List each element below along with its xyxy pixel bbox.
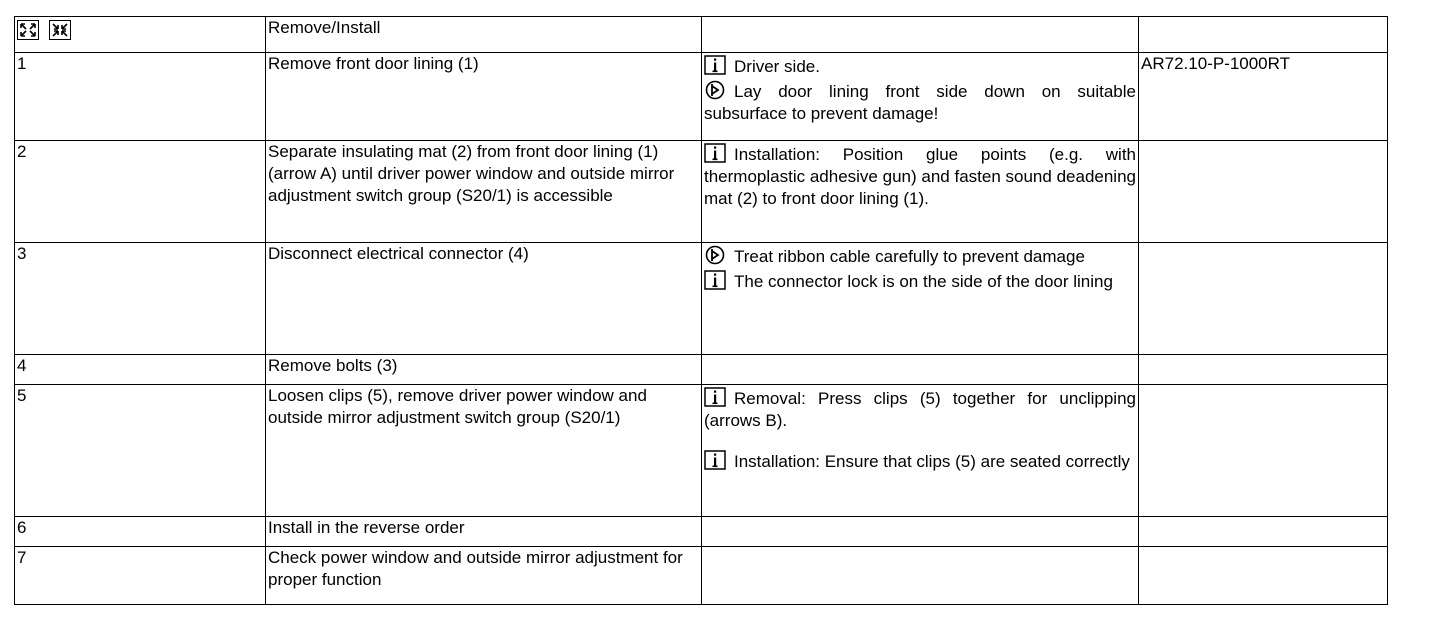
table-row (15, 141, 1388, 243)
step-action: Disconnect electrical connector (4) (266, 243, 702, 355)
note: Driver side. (704, 55, 1136, 78)
step-number: 2 (15, 141, 266, 243)
caution-icon (704, 80, 726, 100)
step-number: 1 (15, 53, 266, 141)
step-reference (1139, 517, 1388, 547)
step-number: 5 (15, 385, 266, 517)
step-action: Check power window and outside mirror adjustment for proper function (266, 547, 702, 605)
table-row (15, 517, 1388, 547)
step-reference (1139, 355, 1388, 385)
expand-arrows-icon[interactable] (17, 20, 39, 40)
step-action: Remove front door lining (1) (266, 53, 702, 141)
step-reference (1139, 547, 1388, 605)
procedure-table (14, 16, 1388, 605)
table-row (15, 547, 1388, 605)
header-title: Remove/Install (266, 17, 702, 53)
header-ref-cell (1139, 17, 1388, 53)
step-notes (702, 141, 1139, 243)
step-reference[interactable]: AR72.10-P-1000RT (1139, 53, 1388, 141)
note: The connector lock is on the side of the door lining (704, 270, 1136, 293)
step-number: 3 (15, 243, 266, 355)
caution-icon (704, 245, 726, 265)
step-notes (702, 355, 1139, 385)
step-reference (1139, 385, 1388, 517)
step-reference (1139, 141, 1388, 243)
header-icons-cell (15, 17, 266, 53)
step-notes (702, 53, 1139, 141)
step-notes (702, 517, 1139, 547)
step-action: Install in the reverse order (266, 517, 702, 547)
step-action: Remove bolts (3) (266, 355, 702, 385)
note: Treat ribbon cable carefully to prevent damage (704, 245, 1136, 268)
table-row (15, 355, 1388, 385)
note: Removal: Press clips (5) together for unclipping (arrows B). (704, 389, 1136, 430)
step-notes (702, 243, 1139, 355)
step-number: 4 (15, 355, 266, 385)
note: Installation: Position glue points (e.g. with thermoplastic adhesive gun) and fasten sound deadening mat (2) to front door lining (1). (704, 145, 1136, 208)
step-reference (1139, 243, 1388, 355)
step-number: 7 (15, 547, 266, 605)
note: Installation: Ensure that clips (5) are seated correctly (704, 450, 1136, 473)
collapse-arrows-icon[interactable] (49, 20, 71, 40)
note: Lay door lining front side down on suitable subsurface to prevent damage! (704, 82, 1136, 123)
header-notes-cell (702, 17, 1139, 53)
table-header-row (15, 17, 1388, 53)
table-row (15, 243, 1388, 355)
info-icon (704, 270, 726, 290)
step-notes (702, 385, 1139, 517)
table-row (15, 53, 1388, 141)
table-row (15, 385, 1388, 517)
info-icon (704, 387, 726, 407)
step-action: Loosen clips (5), remove driver power window and outside mirror adjustment switch group (S20/1) (266, 385, 702, 517)
info-icon (704, 450, 726, 470)
step-action: Separate insulating mat (2) from front door lining (1) (arrow A) until driver power window and outside mirror adjustment switch group (S20/1) is accessible (266, 141, 702, 243)
step-number: 6 (15, 517, 266, 547)
info-icon (704, 55, 726, 75)
info-icon (704, 143, 726, 163)
step-notes (702, 547, 1139, 605)
